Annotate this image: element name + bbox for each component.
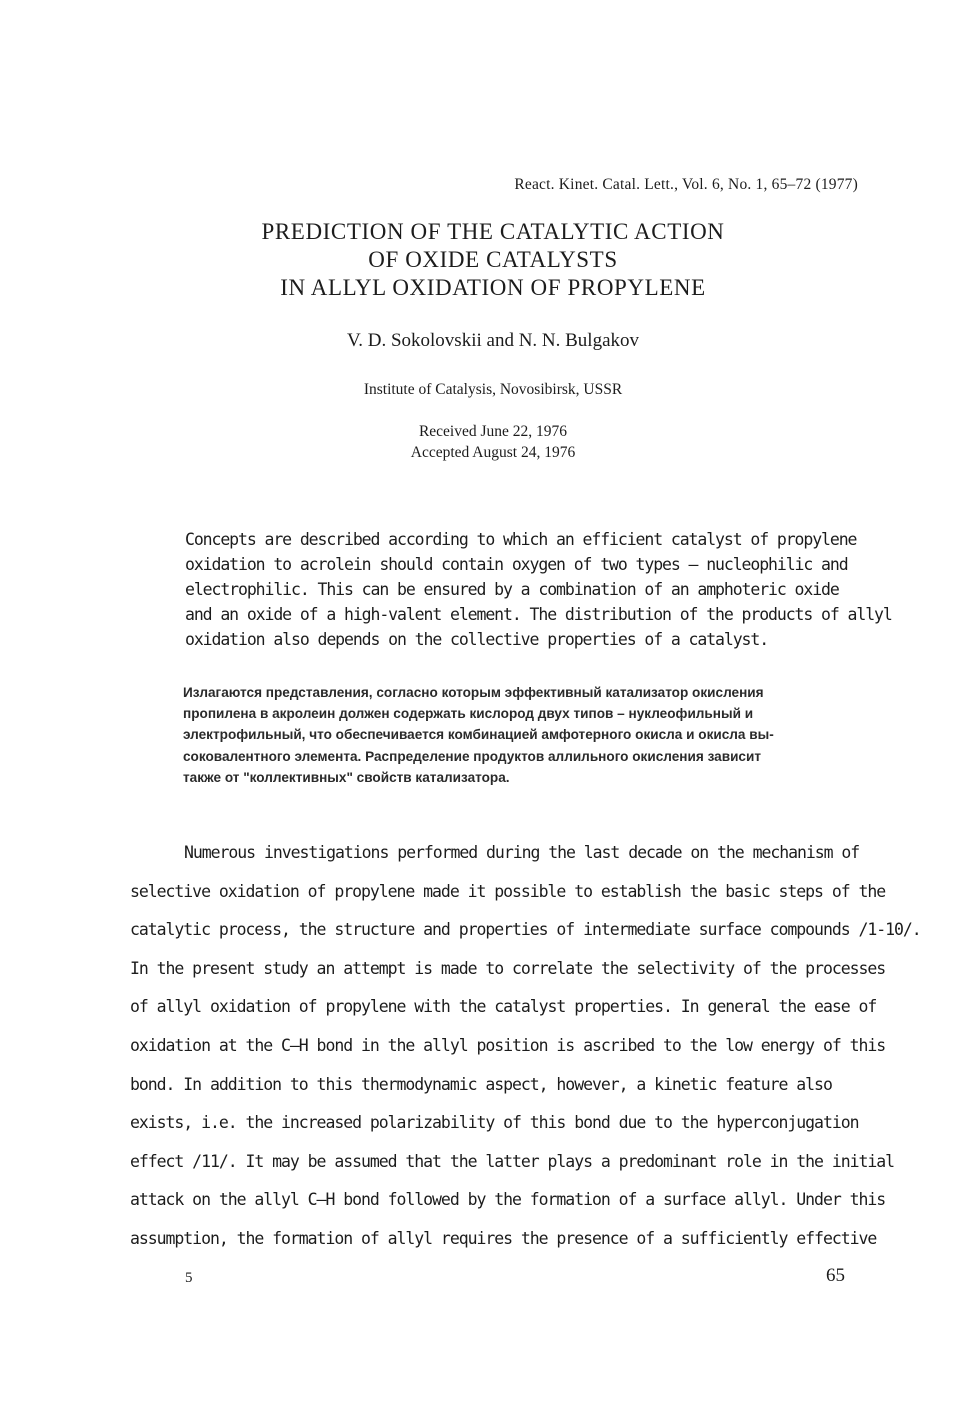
body-line: selective oxidation of propylene made it possible to establish the basic steps of the	[130, 881, 886, 901]
accepted-date: Accepted August 24, 1976	[410, 444, 576, 461]
title-line-3: IN ALLYL OXIDATION OF PROPYLENE	[280, 275, 706, 300]
body-line: Numerous investigations performed during the last decade on the mechanism of	[184, 843, 860, 862]
body-line: of allyl oxidation of propylene with the catalyst properties. In general the ease of	[130, 997, 877, 1017]
title-line-2: OF OXIDE CATALYSTS	[368, 247, 618, 272]
abstract-ru-line: Излагаются представления, согласно которым эффективный катализатор окисления	[183, 685, 764, 700]
abstract-russian	[183, 682, 873, 788]
abstract-ru-line: также от "коллективных" свойств катализатора.	[183, 769, 510, 785]
abstract-en-line: and an oxide of a high-valent element. The distribution of the products of allyl	[185, 605, 892, 624]
body-line: exists, i.e. the increased polarizability of this bond due to the hyperconjugation	[130, 1113, 859, 1133]
abstract-en-line: Concepts are described according to which an efficient catalyst of propylene	[185, 530, 857, 549]
body-line: catalytic process, the structure and properties of intermediate surface compounds /1-10/.	[130, 920, 921, 940]
body-line: In the present study an attempt is made to correlate the selectivity of the processes	[130, 958, 886, 978]
abstract-en-line: electrophilic. This can be ensured by a combination of an amphoteric oxide	[185, 580, 839, 599]
body-line: bond. In addition to this thermodynamic aspect, however, a kinetic feature also	[130, 1074, 832, 1094]
received-date: Received June 22, 1976	[418, 423, 568, 440]
body-line: attack on the allyl C—H bond followed by the formation of a surface allyl. Under this	[130, 1190, 886, 1210]
page-number: 65	[826, 1265, 845, 1286]
body-paragraph	[130, 834, 921, 1259]
abstract-ru-line: пропилена в акролеин должен содержать кислород двух типов – нуклеофильный и	[183, 706, 754, 722]
journal-reference: React. Kinet. Catal. Lett., Vol. 6, No. 1, 65–72 (1977)	[514, 176, 858, 193]
abstract-english	[185, 527, 892, 652]
title-line-1: PREDICTION OF THE CATALYTIC ACTION	[261, 219, 725, 244]
abstract-ru-line: электрофильный, что обеспечивается комбинацией амфотерного окисла и окисла вы-	[183, 727, 774, 743]
affiliation: Institute of Catalysis, Novosibirsk, USSR	[363, 381, 623, 398]
authors: V. D. Sokolovskii and N. N. Bulgakov	[346, 330, 640, 351]
body-line: oxidation at the C—H bond in the allyl position is ascribed to the low energy of this	[130, 1035, 886, 1055]
signature-mark: 5	[185, 1270, 193, 1286]
body-line: assumption, the formation of allyl requires the presence of a sufficiently effective	[130, 1228, 877, 1248]
body-line: effect /11/. It may be assumed that the latter plays a predominant role in the initial	[130, 1151, 895, 1171]
abstract-en-line: oxidation also depends on the collective properties of a catalyst.	[185, 630, 769, 649]
abstract-en-line: oxidation to acrolein should contain oxygen of two types – nucleophilic and	[185, 555, 848, 574]
abstract-ru-line: соковалентного элемента. Распределение продуктов аллильного окисления зависит	[183, 748, 761, 764]
